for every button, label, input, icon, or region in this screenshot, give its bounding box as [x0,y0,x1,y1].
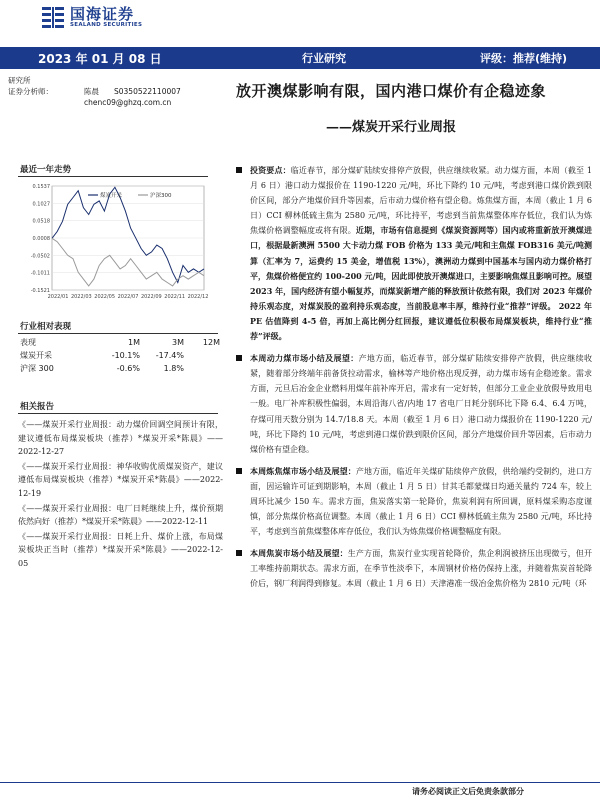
para-text: 生产方面，焦炭行业实现首轮降价，焦企利润被挤压出现微亏，但开工率维持前期状态。需求方面，在季节性淡季下，本周钢材价格仍保持上涨，并随着焦炭首轮降价后，钢厂利润得到修复。本周（截止 1 月 6 日）天津港准一级冶金焦价格为 2810 元/吨（环 [250,549,593,589]
bullet-square-icon [236,468,242,474]
body-paragraph-coke [230,546,592,591]
perf-header-cell: 12M [202,338,220,347]
chart-heading: 最近一年走势 [20,165,72,175]
perf-cell: -0.6% [116,364,140,373]
analyst-license: S0350522110007 [114,87,181,96]
chart-y-tick-label: 0.1027 [32,201,50,208]
bullet-square-icon [236,355,242,361]
footer-rule [0,782,600,783]
perf-table [20,336,220,375]
para-bold-lead: 近期， [355,225,381,236]
perf-cell: 煤炭开采 [20,351,52,360]
chart-y-tick-label: 0.1537 [32,184,50,190]
report-info-bar [0,47,600,69]
perf-header-cell: 表现 [20,338,36,347]
perf-cell: -17.4% [155,351,184,360]
body-paragraph-investment [230,163,592,344]
bullet-square-icon [236,550,242,556]
report-date: 2023 年 01 月 08 日 [38,52,162,66]
chart-legend-label: 沪深300 [150,193,172,199]
sealand-logo-icon [40,4,66,30]
perf-heading-rule [18,333,218,334]
chart-y-tick-label: 0.0008 [32,236,50,242]
related-report-item[interactable]: 《——煤炭开采行业周报：日耗上升、煤价上涨，布局煤炭板块正当时（推荐）*煤炭开采*陈晨》——2022-12-05 [18,531,223,568]
analyst-meta [8,75,181,108]
related-heading-rule [18,413,218,414]
brand-name-cn: 国海证券 [70,5,135,23]
report-rating: 评级：推荐(维持) [480,52,568,65]
chart-y-tick-label: -0.0502 [30,253,50,260]
perf-cell: 沪深 300 [20,364,54,373]
report-title: 放开澳煤影响有限，国内港口煤价有企稳迹象 [236,82,547,100]
body-paragraph-thermal-coal [230,351,592,457]
perf-cell: 1.8% [163,364,184,373]
report-type: 行业研究 [302,52,346,65]
report-subtitle: ——煤炭开采行业周报 [326,120,457,135]
para-text: 产地方面，临近年关煤矿陆续停产放假，供给端约受制约，进口方面，因运输许可证到期影响，本周（截止 1 月 5 日）甘其毛都蒙煤日均通关量约 724 车，较上周环比减少 150 车。需求方面，焦炭落实第一轮降价，焦炭利润有所回调，原料煤采购态度谨慎，部分焦煤价格高位调整。本周（截止 1 月 6 日）CCI 柳林低硫主焦为 2580 元/吨，环比持平，考虑到当前焦煤整体库存低位，我们认为炼焦煤价格调整幅度有限。 [250,466,593,537]
related-report-item[interactable]: 《——煤炭开采行业周报：电厂日耗继续上升，煤价预期依然向好（推荐）*煤炭开采*陈晨》——2022-12-11 [18,503,223,527]
para-lead: 本周焦炭市场小结及展望： [250,548,348,559]
related-report-item[interactable]: 《——煤炭开采行业周报：神华收购优质煤炭资产，建议遵低布局煤炭板块（推荐）*煤炭开采*陈晨》——2022-12-19 [18,461,223,498]
chart-y-tick-label: -0.1521 [30,288,50,294]
chart-y-tick-label: 0.0518 [32,218,50,225]
chart-legend-label: 煤炭开采 [100,193,123,199]
analyst-name: 陈晨 [84,87,99,96]
analyst-label: 证券分析师： [8,87,53,96]
analyst-email[interactable]: chenc09@ghzq.com.cn [84,98,172,107]
footer-disclaimer: 请务必阅读正文后免责条款部分 [412,786,524,796]
chart-x-tick-label: 2022/11 [164,294,186,300]
related-report-item[interactable]: 《——煤炭开采行业周报：动力煤价回调空间预计有限，建议遵低布局煤炭板块（推荐）*煤炭开采*陈晨》——2022-12-27 [18,420,223,457]
chart-series-line [52,187,204,282]
institute-label: 研究所 [8,76,31,85]
chart-x-tick-label: 2022/12 [187,294,209,300]
perf-row [20,349,220,362]
chart-x-tick-label: 2022/09 [140,294,162,300]
chart-x-tick-label: 2022/05 [94,294,116,300]
chart-x-tick-label: 2022/01 [47,294,69,300]
para-bold-text: 市场有信息提到《煤炭资源网等）国内或将重新放开澳煤进口，根据最新澳洲 5500 大卡动力煤 FOB 价格为 133 美元/吨和主焦煤 FOB316 美元/吨测算（汇率为 7，运费约 15 美金，增值税 13%），澳洲动力煤到中国基本与国内动力煤价格打平，焦煤价格便宜约 100-200 元/吨，因此即使放开澳煤进口，主要影响焦煤且影响可控。展望 2023 年，国内经济有望小幅复苏，而煤炭新增产能的释放预计依然有限，我们对 2023 年煤价持乐观态度，对煤炭股的盈利持乐观态度，当前股息率丰厚，维持行业“推荐”评级。 2022 年 PE 估值降到 4-5 倍，再加上高比例分红回报，建议遵低位积极布局煤炭板块，维持行业“推荐”评级。 [250,225,593,342]
trend-chart [18,180,210,305]
related-heading: 相关报告 [20,402,55,412]
related-reports [18,418,223,572]
body-paragraph-coking-coal [230,464,592,539]
para-lead: 本周炼焦煤市场小结及展望： [250,465,356,476]
brand-name-en: SEALAND SECURITIES [70,22,143,28]
para-text: 临近春节，部分煤矿陆续安排停产放假，供应继续收紧。动力煤方面，本周（截至 1 月 6 日）港口动力煤报价在 1190-1220 元/吨，环比下降约 10 元/吨，考虑到港口煤价跌到限价区间，部分产地煤价回升等因素，后市动力煤价格有望企稳。炼焦煤方面，本周（截止 1 月 6 日）CCI 柳林低硫主焦为 2580 元/吨，环比持平，考虑到当前焦煤整体库存低位，我们认为炼焦煤价格调整幅度或将有限。 [250,166,592,236]
para-text: 产地方面，临近春节，部分煤矿陆续安排停产放假，供应继续收紧，随着部分终端年前备货拉动需求，榆林等产地价格出现反弹，动力煤市场有企稳迹象。需求方面，元旦后冶金企业燃料用煤年前补库开启，需求有一定好转，但部分工业企业放假导致用电一般。电厂补库积极性偏弱，本周沿海八省/内地 17 省电厂日耗分别环比下降 6.4、6.4 万吨，存煤可用天数分别为 14.7/18.8 天。本周（截至 1 月 6 日）港口动力煤报价在 1190-1220 元/吨，环比下降约 10 元/吨，考虑到港口煤价跌到限价区间，部分产地煤价回升等因素，后市动力煤价格有望企稳。 [250,354,593,454]
bullet-square-icon [236,167,242,173]
chart-x-tick-label: 2022/03 [70,294,92,300]
perf-row [20,362,220,375]
para-lead: 投资要点： [250,165,291,175]
perf-heading: 行业相对表现 [20,322,72,332]
para-lead: 本周动力煤市场小结及展望： [250,353,359,364]
report-body [230,163,592,599]
chart-heading-rule [18,176,208,177]
perf-header-row [20,336,220,349]
perf-cell: -10.1% [111,351,140,360]
perf-header-cell: 1M [128,338,140,347]
chart-y-tick-label: -0.1011 [30,270,50,277]
perf-header-cell: 3M [172,338,184,347]
brand-logo [40,4,142,30]
chart-series-line [52,238,204,286]
report-header [0,0,600,46]
chart-x-tick-label: 2022/07 [117,294,139,300]
